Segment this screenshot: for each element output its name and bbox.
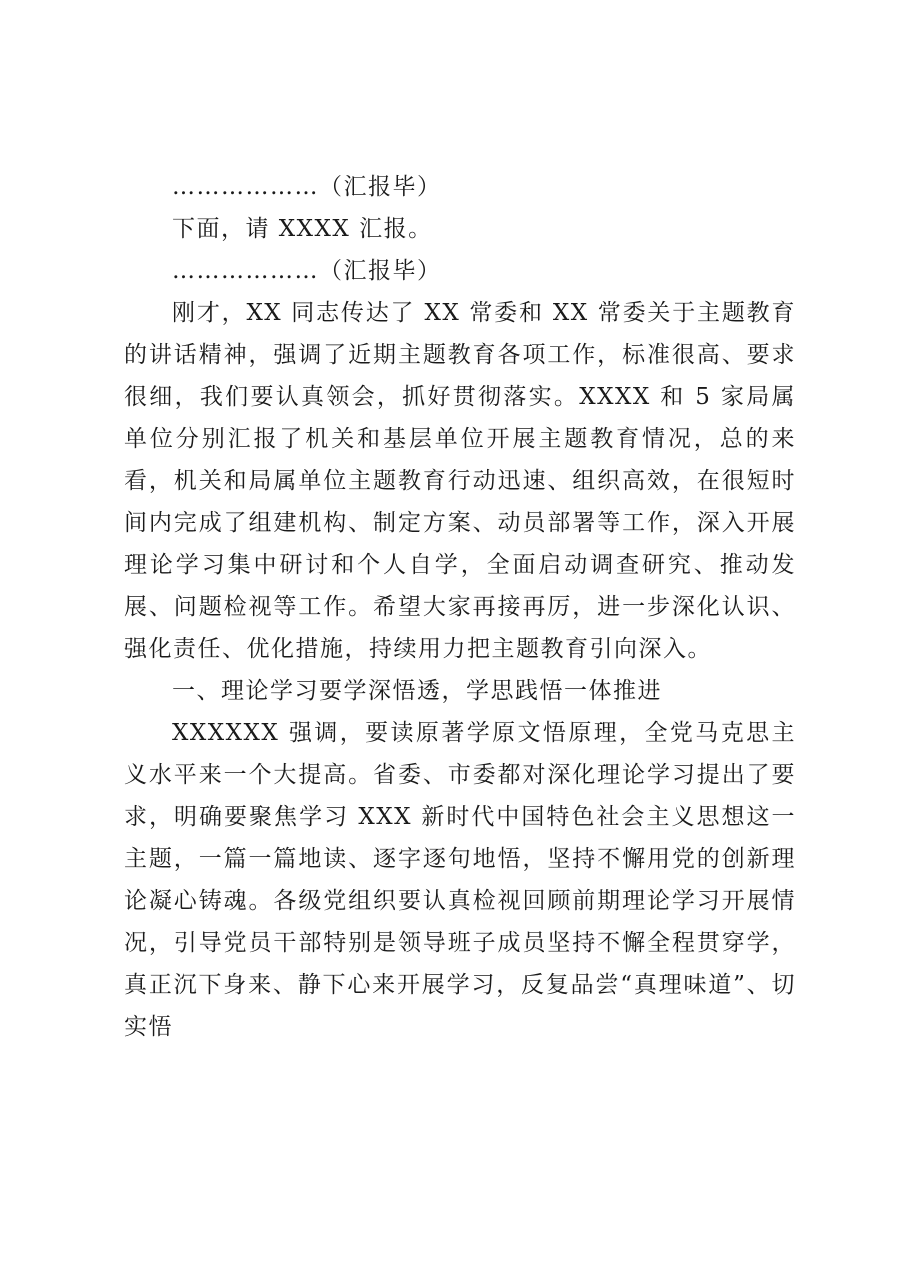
body-paragraph: XXXXXX 强调，要读原著学原文悟原理，全党马克思主义水平来一个大提高。省委、市委都对深化理论学习提出了要求，明确要聚焦学习 XXX 新时代中国特色社会主义思想这一主题，一篇一篇地读、逐字逐句地悟，坚持不懈用党的创新理论凝心铸魂。各级党组织要认真检视回顾前期理论学习开展情况，引导党员干部特别是领导班子成员坚持不懈全程贯穿学，真正沉下身来、静下心来开展学习，反复品尝“真理味道”、切实悟 xyxy=(124,720,796,1040)
report-end-marker-2: ………………（汇报毕） xyxy=(172,258,442,284)
section-heading: 一、理论学习要学深悟透，学思践悟一体推进 xyxy=(172,678,662,704)
report-end-marker-1: ………………（汇报毕） xyxy=(172,174,442,200)
summary-paragraph: 刚才，XX 同志传达了 XX 常委和 XX 常委关于主题教育的讲话精神，强调了近期主题教育各项工作，标准很高、要求很细，我们要认真领会，抓好贯彻落实。XXXX 和 5 家局属单位分别汇报了机关和基层单位开展主题教育情况，总的来看，机关和局属单位主题教育行动迅速、组织高效，在很短时间内完成了组建机构、制定方案、动员部署等工作，深入开展理论学习集中研讨和个人自学，全面启动调查研究、推动发展、问题检视等工作。希望大家再接再厉，进一步深化认识、强化责任、优化措施，持续用力把主题教育引向深入。 xyxy=(124,300,796,662)
document-body xyxy=(124,166,796,1048)
next-report-line: 下面，请 XXXX 汇报。 xyxy=(172,216,433,242)
